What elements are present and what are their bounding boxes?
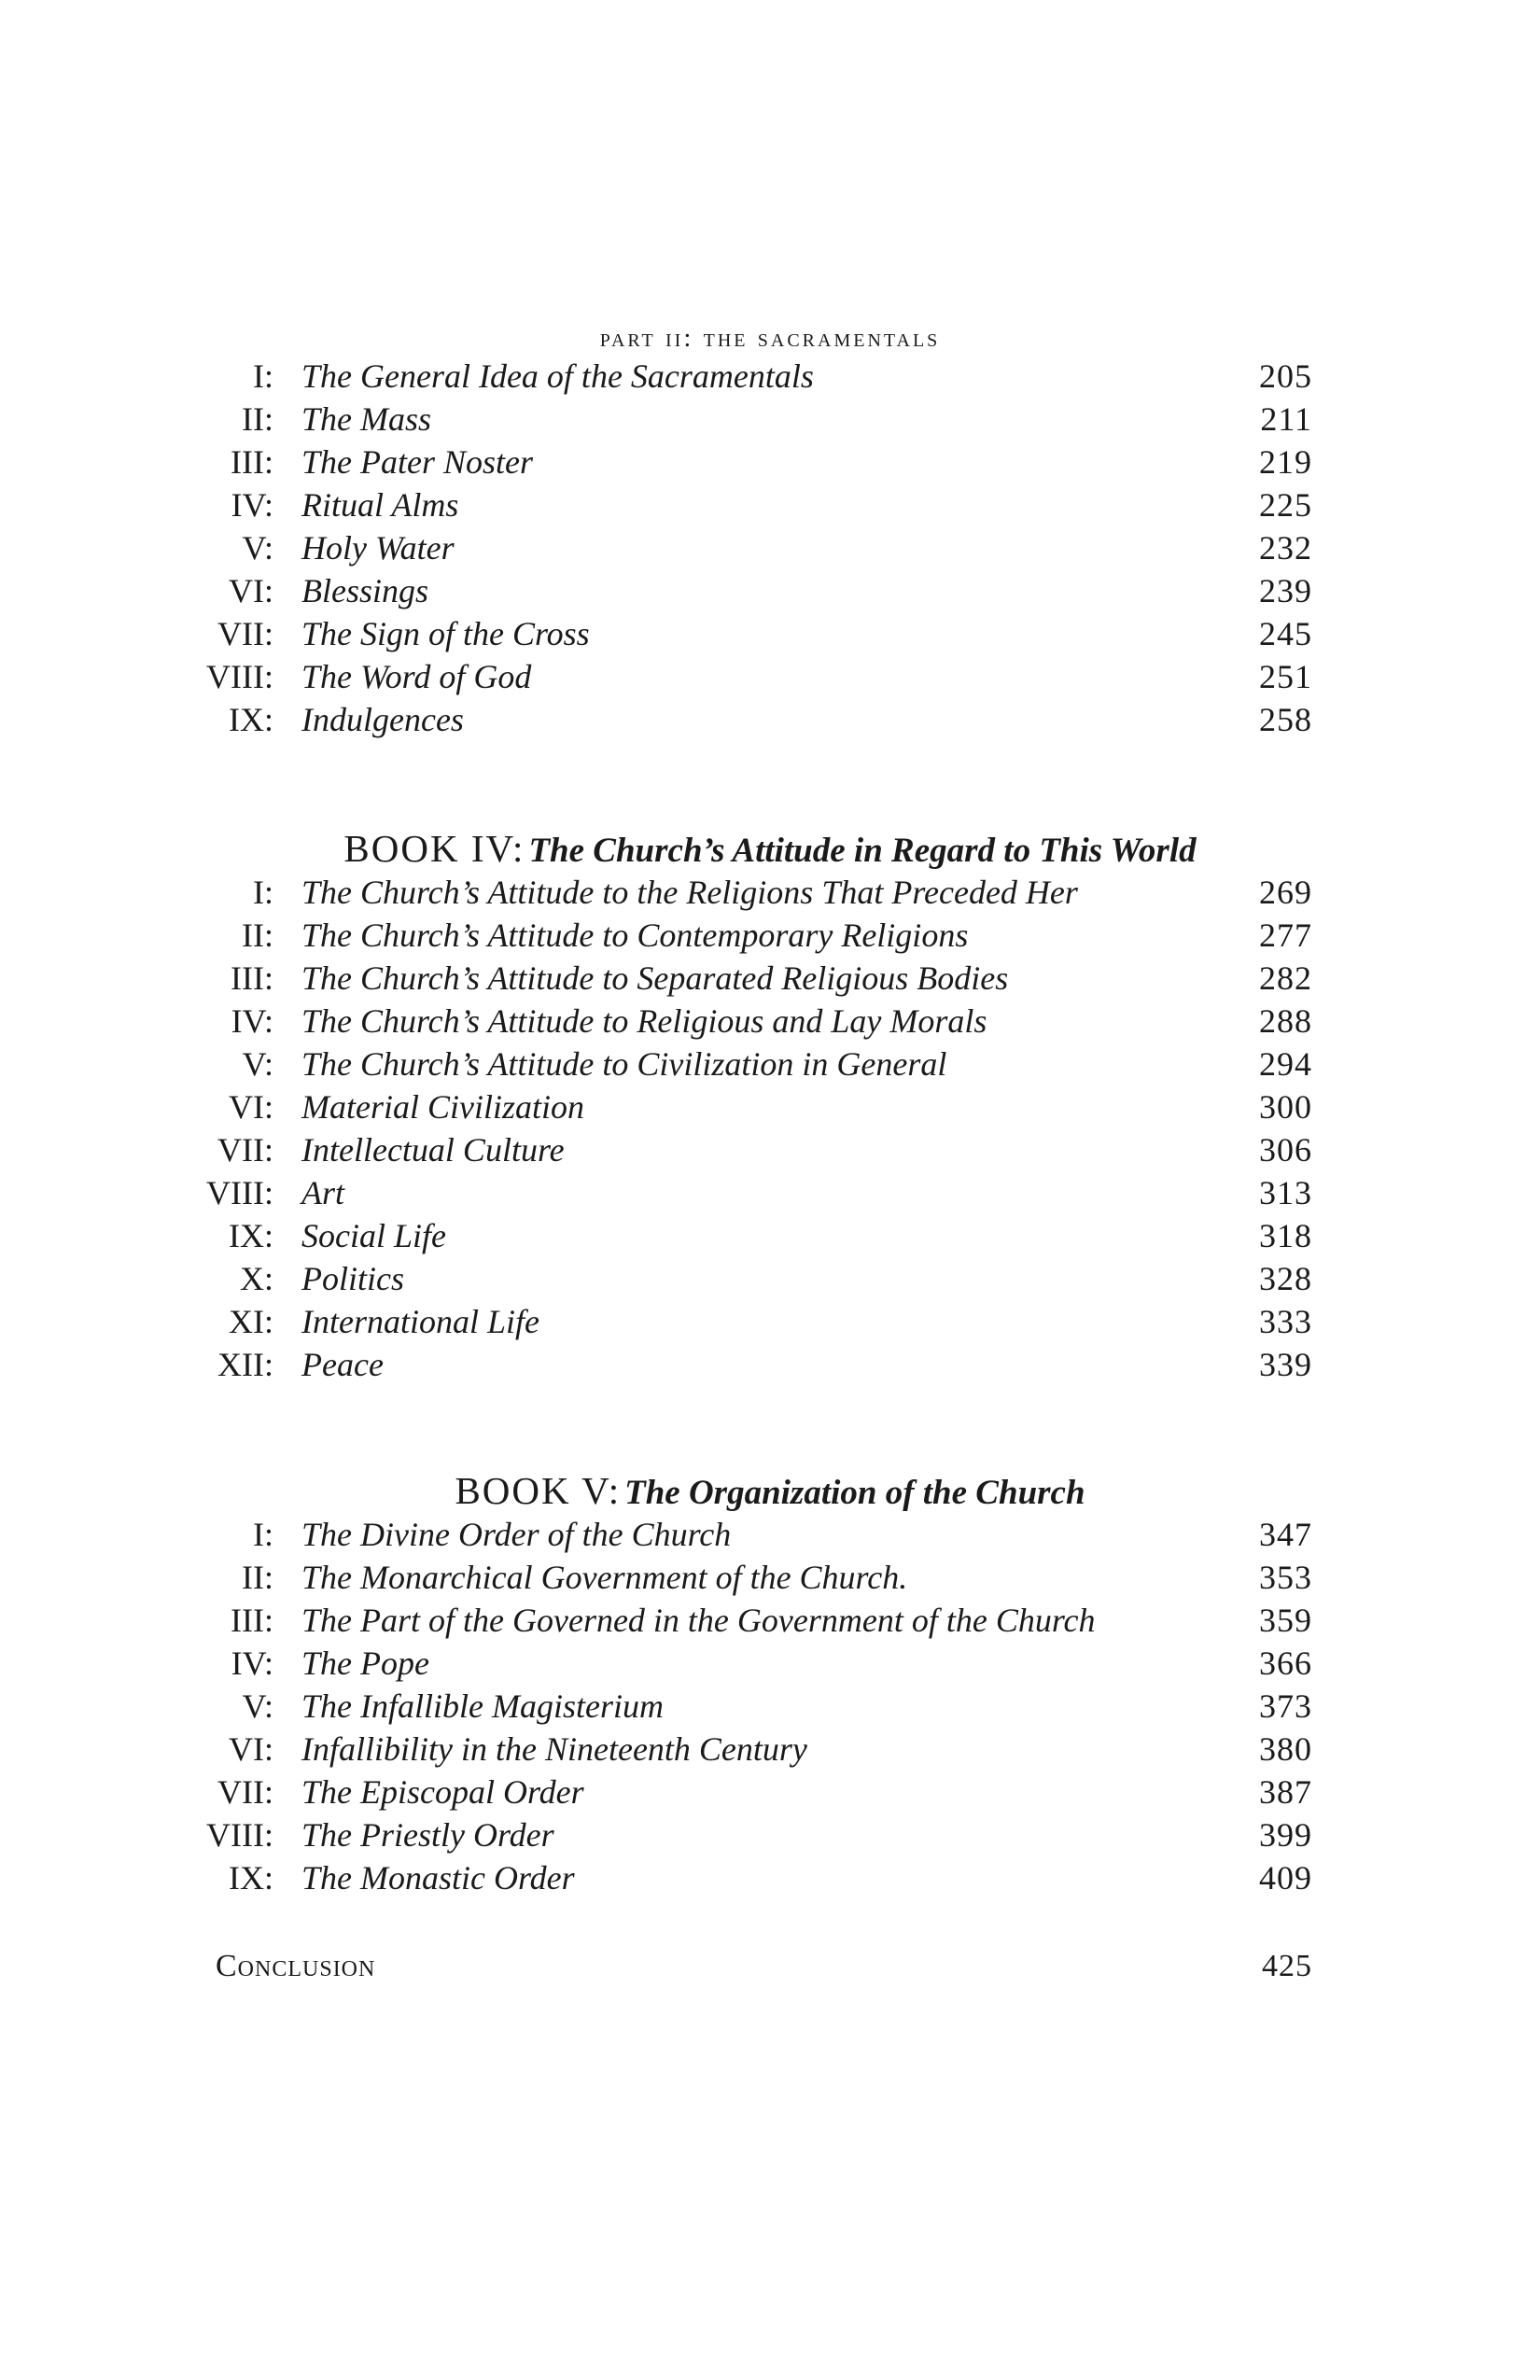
entry-number: VI: [229, 1730, 273, 1768]
entry-number: IV: [231, 1002, 273, 1040]
toc-entry [0, 355, 1540, 398]
entry-title: Infallibility in the Nineteenth Century [301, 1730, 807, 1768]
entry-title: The Episcopal Order [301, 1773, 584, 1811]
toc-entry [0, 1771, 1540, 1813]
toc-entry [0, 957, 1540, 1000]
toc-entry [0, 1128, 1540, 1171]
toc-entry [0, 1257, 1540, 1300]
entry-title: The Pope [301, 1645, 429, 1682]
toc-entry [0, 398, 1540, 441]
entry-page-number: 219 [1259, 443, 1312, 481]
entry-number: VII: [217, 1773, 273, 1811]
toc-entry [0, 483, 1540, 526]
entry-title: The Word of God [301, 658, 532, 695]
toc-entry [0, 1642, 1540, 1685]
entry-number: XII: [217, 1346, 273, 1383]
toc-entry [0, 612, 1540, 655]
entry-page-number: 269 [1259, 874, 1312, 911]
toc-entry [0, 441, 1540, 483]
entry-page-number: 347 [1259, 1516, 1312, 1553]
entry-title: Peace [301, 1346, 384, 1383]
entry-number: IX: [229, 1859, 273, 1897]
entry-number: III: [231, 959, 273, 997]
entry-number: I: [253, 874, 273, 911]
entry-title: The Sign of the Cross [301, 615, 590, 652]
entry-page-number: 339 [1259, 1346, 1312, 1383]
book5-list [0, 1513, 1540, 1899]
entry-title: The Church’s Attitude to the Religions That Preceded Her [301, 874, 1078, 911]
entry-page-number: 294 [1259, 1045, 1312, 1083]
entry-page-number: 232 [1259, 529, 1312, 567]
entry-page-number: 258 [1259, 701, 1312, 738]
toc-entry [0, 1685, 1540, 1728]
entry-title: Blessings [301, 572, 429, 609]
toc-entry [0, 569, 1540, 612]
entry-title: Holy Water [301, 529, 455, 567]
entry-page-number: 239 [1259, 572, 1312, 609]
part-heading: part ii: the sacramentals [599, 323, 941, 353]
entry-title: The Pater Noster [301, 443, 533, 481]
entry-number: V: [242, 1687, 273, 1725]
entry-number: VI: [229, 572, 273, 609]
entry-title: Material Civilization [301, 1088, 584, 1126]
toc-entry [0, 1085, 1540, 1128]
entry-number: XI: [229, 1303, 273, 1340]
entry-title: The Monarchical Government of the Church. [301, 1559, 908, 1596]
book5-label: BOOK V: [455, 1469, 622, 1512]
toc-entry [0, 1813, 1540, 1856]
entry-number: VII: [217, 1131, 273, 1169]
entry-page-number: 288 [1259, 1002, 1312, 1040]
toc-entry [0, 526, 1540, 569]
entry-number: VIII: [206, 1174, 273, 1211]
entry-title: Social Life [301, 1217, 446, 1254]
entry-number: VII: [217, 615, 273, 652]
entry-page-number: 328 [1259, 1260, 1312, 1297]
entry-number: IX: [229, 701, 273, 738]
entry-title: The Church’s Attitude to Civilization in General [301, 1045, 947, 1083]
entry-page-number: 225 [1259, 486, 1312, 524]
entry-number: III: [231, 443, 273, 481]
entry-title: The Infallible Magisterium [301, 1687, 664, 1725]
book4-label: BOOK IV: [343, 827, 525, 870]
entry-title: The General Idea of the Sacramentals [301, 357, 814, 395]
entry-page-number: 282 [1259, 959, 1312, 997]
toc-entry [0, 1599, 1540, 1642]
entry-number: IV: [231, 1645, 273, 1682]
entry-title: The Church’s Attitude to Religious and Lay Morals [301, 1002, 987, 1040]
part2-list [0, 355, 1540, 741]
entry-number: X: [240, 1260, 273, 1297]
entry-title: The Church’s Attitude to Separated Religious Bodies [301, 959, 1009, 997]
entry-number: II: [242, 1559, 273, 1596]
entry-page-number: 366 [1259, 1645, 1312, 1682]
entry-title: Intellectual Culture [301, 1131, 565, 1169]
entry-page-number: 211 [1260, 400, 1312, 438]
entry-title: International Life [301, 1303, 539, 1340]
book5-title: The Organization of the Church [624, 1474, 1085, 1512]
entry-page-number: 277 [1259, 917, 1312, 954]
toc-entry [0, 1300, 1540, 1343]
entry-title: Ritual Alms [301, 486, 459, 524]
conclusion-row [0, 1945, 1540, 1988]
book4-title: The Church’s Attitude in Regard to This World [528, 832, 1197, 870]
entry-title: The Priestly Order [301, 1816, 554, 1854]
entry-page-number: 245 [1259, 615, 1312, 652]
conclusion-page: 425 [1262, 1949, 1312, 1983]
entry-number: VIII: [206, 1816, 273, 1854]
entry-page-number: 409 [1259, 1859, 1312, 1897]
entry-page-number: 380 [1259, 1730, 1312, 1768]
entry-page-number: 251 [1259, 658, 1312, 695]
entry-number: I: [253, 1516, 273, 1553]
entry-title: The Part of the Governed in the Government of the Church [301, 1602, 1096, 1639]
entry-title: Indulgences [301, 701, 464, 738]
entry-page-number: 300 [1259, 1088, 1312, 1126]
toc-entry [0, 655, 1540, 698]
entry-page-number: 399 [1259, 1816, 1312, 1854]
toc-entry [0, 1728, 1540, 1771]
toc-entry [0, 1000, 1540, 1043]
entry-page-number: 359 [1259, 1602, 1312, 1639]
entry-page-number: 333 [1259, 1303, 1312, 1340]
toc-entry [0, 1343, 1540, 1386]
toc-entry [0, 698, 1540, 741]
entry-number: VI: [229, 1088, 273, 1126]
entry-number: V: [242, 529, 273, 567]
entry-title: The Divine Order of the Church [301, 1516, 732, 1553]
entry-number: V: [242, 1045, 273, 1083]
entry-title: Art [301, 1174, 345, 1211]
toc-entry [0, 1043, 1540, 1085]
toc-entry [0, 1556, 1540, 1599]
toc-entry [0, 1171, 1540, 1214]
toc-entry [0, 1856, 1540, 1899]
toc-entry [0, 871, 1540, 914]
entry-number: II: [242, 917, 273, 954]
entry-page-number: 373 [1259, 1687, 1312, 1725]
entry-page-number: 318 [1259, 1217, 1312, 1254]
entry-title: Politics [301, 1260, 404, 1297]
entry-number: IV: [231, 486, 273, 524]
entry-number: VIII: [206, 658, 273, 695]
entry-page-number: 205 [1259, 357, 1312, 395]
entry-title: The Monastic Order [301, 1859, 575, 1897]
entry-number: I: [253, 357, 273, 395]
conclusion-label: Conclusion [216, 1949, 376, 1983]
toc-entry [0, 1214, 1540, 1257]
entry-page-number: 387 [1259, 1773, 1312, 1811]
entry-number: III: [231, 1602, 273, 1639]
entry-number: IX: [229, 1217, 273, 1254]
entry-number: II: [242, 400, 273, 438]
entry-page-number: 353 [1259, 1559, 1312, 1596]
entry-title: The Mass [301, 400, 432, 438]
entry-title: The Church’s Attitude to Contemporary Religions [301, 917, 969, 954]
book4-list [0, 871, 1540, 1386]
toc-entry [0, 914, 1540, 957]
entry-page-number: 306 [1259, 1131, 1312, 1169]
toc-entry [0, 1513, 1540, 1556]
entry-page-number: 313 [1259, 1174, 1312, 1211]
